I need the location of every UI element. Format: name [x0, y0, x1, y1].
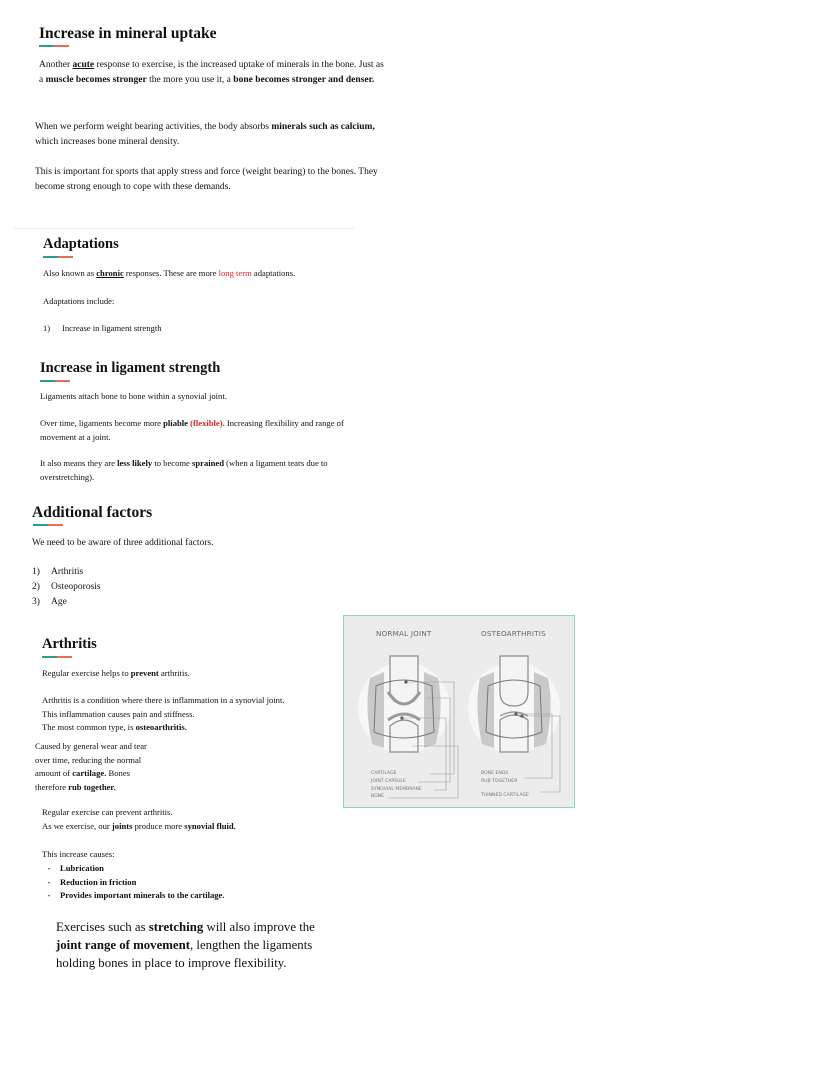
section-divider	[14, 228, 354, 229]
arthritis-paragraph-4: Regular exercise can prevent arthritis. As we exercise, our joints produce more synovial fluid.	[42, 807, 236, 831]
list-item: 1) Increase in ligament strength	[43, 323, 162, 333]
mineral-paragraph-2: When we perform weight bearing activities, the body absorbs minerals such as calcium, which increases bone mineral density.	[35, 122, 375, 147]
adaptations-paragraph-1: Also known as chronic responses. These are more long term adaptations.	[43, 268, 296, 278]
list-item: - Reduction in friction	[47, 876, 137, 887]
arthritis-heading: Arthritis	[42, 636, 97, 652]
heading-underline	[43, 256, 73, 258]
ligament-paragraph-1: Ligaments attach bone to bone within a synovial joint.	[40, 391, 227, 401]
adaptations-heading: Adaptations	[43, 236, 119, 252]
heading-underline	[33, 524, 63, 526]
normal-joint-title: NORMAL JOINT	[376, 629, 432, 638]
joint-diagram	[343, 615, 575, 808]
ligament-paragraph-2: Over time, ligaments become more pliable (flexible). Increasing flexibility and range of movement at a joint.	[40, 418, 344, 442]
ligament-heading: Increase in ligament strength	[40, 360, 221, 376]
arthritis-effects-list	[42, 862, 225, 903]
mineral-paragraph-3: This is important for sports that apply stress and force (weight bearing) to the bones. They become strong enough to cope with these demands.	[35, 167, 378, 192]
arthritis-paragraph-2: Arthritis is a condition where there is inflammation in a synovial joint. This inflammation causes pain and stiffness. The most common type, is osteoarthritis.	[42, 695, 285, 732]
list-item: - Lubrication	[47, 863, 104, 873]
adaptations-list	[43, 322, 162, 336]
factors-intro: We need to be aware of three additional factors.	[32, 538, 214, 548]
list-item: 1) Arthritis	[32, 567, 84, 577]
heading-underline	[40, 380, 70, 382]
mineral-heading: Increase in mineral uptake	[39, 25, 217, 42]
list-item: 2) Osteoporosis	[32, 582, 101, 592]
diagram-labels-osteoarthritis: BONE ENDS RUB TOGETHER THINNED CARTILAGE	[481, 771, 529, 798]
arthritis-paragraph-3: Caused by general wear and tear over time, reducing the normal amount of cartilage. Bones therefore rub together.	[35, 741, 147, 792]
factors-list	[32, 565, 101, 610]
arthritis-paragraph-5: This increase causes:	[42, 849, 115, 859]
ligament-paragraph-3: It also means they are less likely to become sprained (when a ligament tears due to overstretching).	[40, 458, 328, 482]
arthritis-paragraph-1: Regular exercise helps to prevent arthritis.	[42, 668, 190, 678]
adaptations-paragraph-2: Adaptations include:	[43, 296, 115, 306]
factors-heading: Additional factors	[32, 504, 153, 521]
heading-underline	[42, 656, 72, 658]
list-item: - Provides important minerals to the cartilage.	[47, 890, 225, 900]
mineral-paragraph-1: Another acute response to exercise, is the increased uptake of minerals in the bone. Just as a muscle becomes stronger the more you use it, a bone becomes stronger and denser.	[39, 60, 384, 85]
list-item: 3) Age	[32, 597, 67, 607]
diagram-labels-normal: CARTILAGE JOINT CAPSULE SYNOVIAL MEMBRANE BONE	[371, 771, 422, 800]
osteoarthritis-title: OSTEOARTHRITIS	[481, 629, 546, 638]
heading-underline	[39, 45, 69, 47]
arthritis-paragraph-6: Exercises such as stretching will also improve the joint range of movement, lengthen the ligaments holding bones in place to improve flexibility.	[56, 920, 315, 970]
